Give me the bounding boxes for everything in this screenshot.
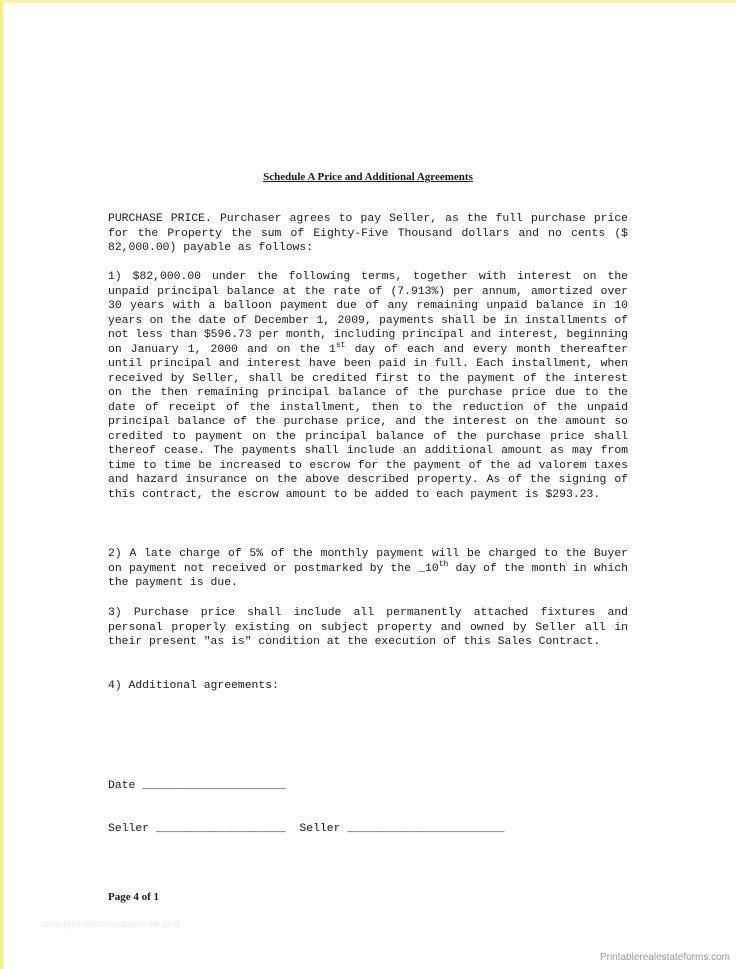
watermark-left: www.printablerealestateforms.com	[42, 919, 180, 929]
payment-terms-text-a: 1) $82,000.00 under the following terms, together with interest on the unpaid principal balance at the rate of (7.913%) per annum, amortized over 30 years with a balloon payment due of any remaining unpaid balance in 10 years on the date of December 1, 2009, payments shall be in installments of not less than $596.73 per month, including principal and interest, beginning on January 1, 2000 and on the 1	[108, 271, 628, 356]
late-charge-text-b: day of the month in which the payment is due.	[108, 562, 628, 589]
fixtures-paragraph: 3) Purchase price shall include all permanently attached fixtures and personal properly existing on subject property and owned by Seller all in their present "as is" condition at the execution of this Sales Contract.	[108, 607, 628, 648]
late-charge-superscript: th	[438, 559, 449, 569]
seller-signature-lines: Seller ___________________ Seller _______________________	[108, 823, 505, 835]
late-charge-text-a: 2) A late charge of 5% of the monthly payment will be charged to the Buyer on payment not received or postmarked by the _10	[108, 548, 628, 575]
payment-terms-superscript: st	[335, 340, 346, 350]
date-signature-line: Date _____________________	[108, 780, 286, 792]
page-number: Page 4 of 1	[108, 891, 160, 903]
payment-terms-text-b: day of each and every month thereafter until principal and interest have been paid in full. Each installment, when received by Seller, shall be credited first to the payment of the interest on the then remaining principal balance of the purchase price due to the date of receipt of the installment, then to the reduction of the unpaid principal balance of the purchase price, and the interest on the amount so credited to payment on the principal balance of the purchase price shall thereof cease. The payments shall include an additional amount as may from time to time be increased to escrow for the payment of the ad valorem taxes and hazard insurance on the above described property. As of the signing of this contract, the escrow amount to be added to each payment is $293.23.	[108, 343, 628, 501]
additional-agreements-paragraph: 4) Additional agreements:	[108, 680, 279, 692]
late-charge-paragraph	[108, 547, 628, 591]
purchase-price-paragraph: PURCHASE PRICE. Purchaser agrees to pay Seller, as the full purchase price for the Property the sum of Eighty-Five Thousand dollars and no cents ($ 82,000.00) payable as follows:	[108, 213, 628, 254]
payment-terms-paragraph	[108, 270, 628, 502]
schedule-title: Schedule A Price and Additional Agreements	[263, 171, 473, 183]
watermark-link[interactable]: Printablerealestateforms.com	[599, 952, 730, 963]
